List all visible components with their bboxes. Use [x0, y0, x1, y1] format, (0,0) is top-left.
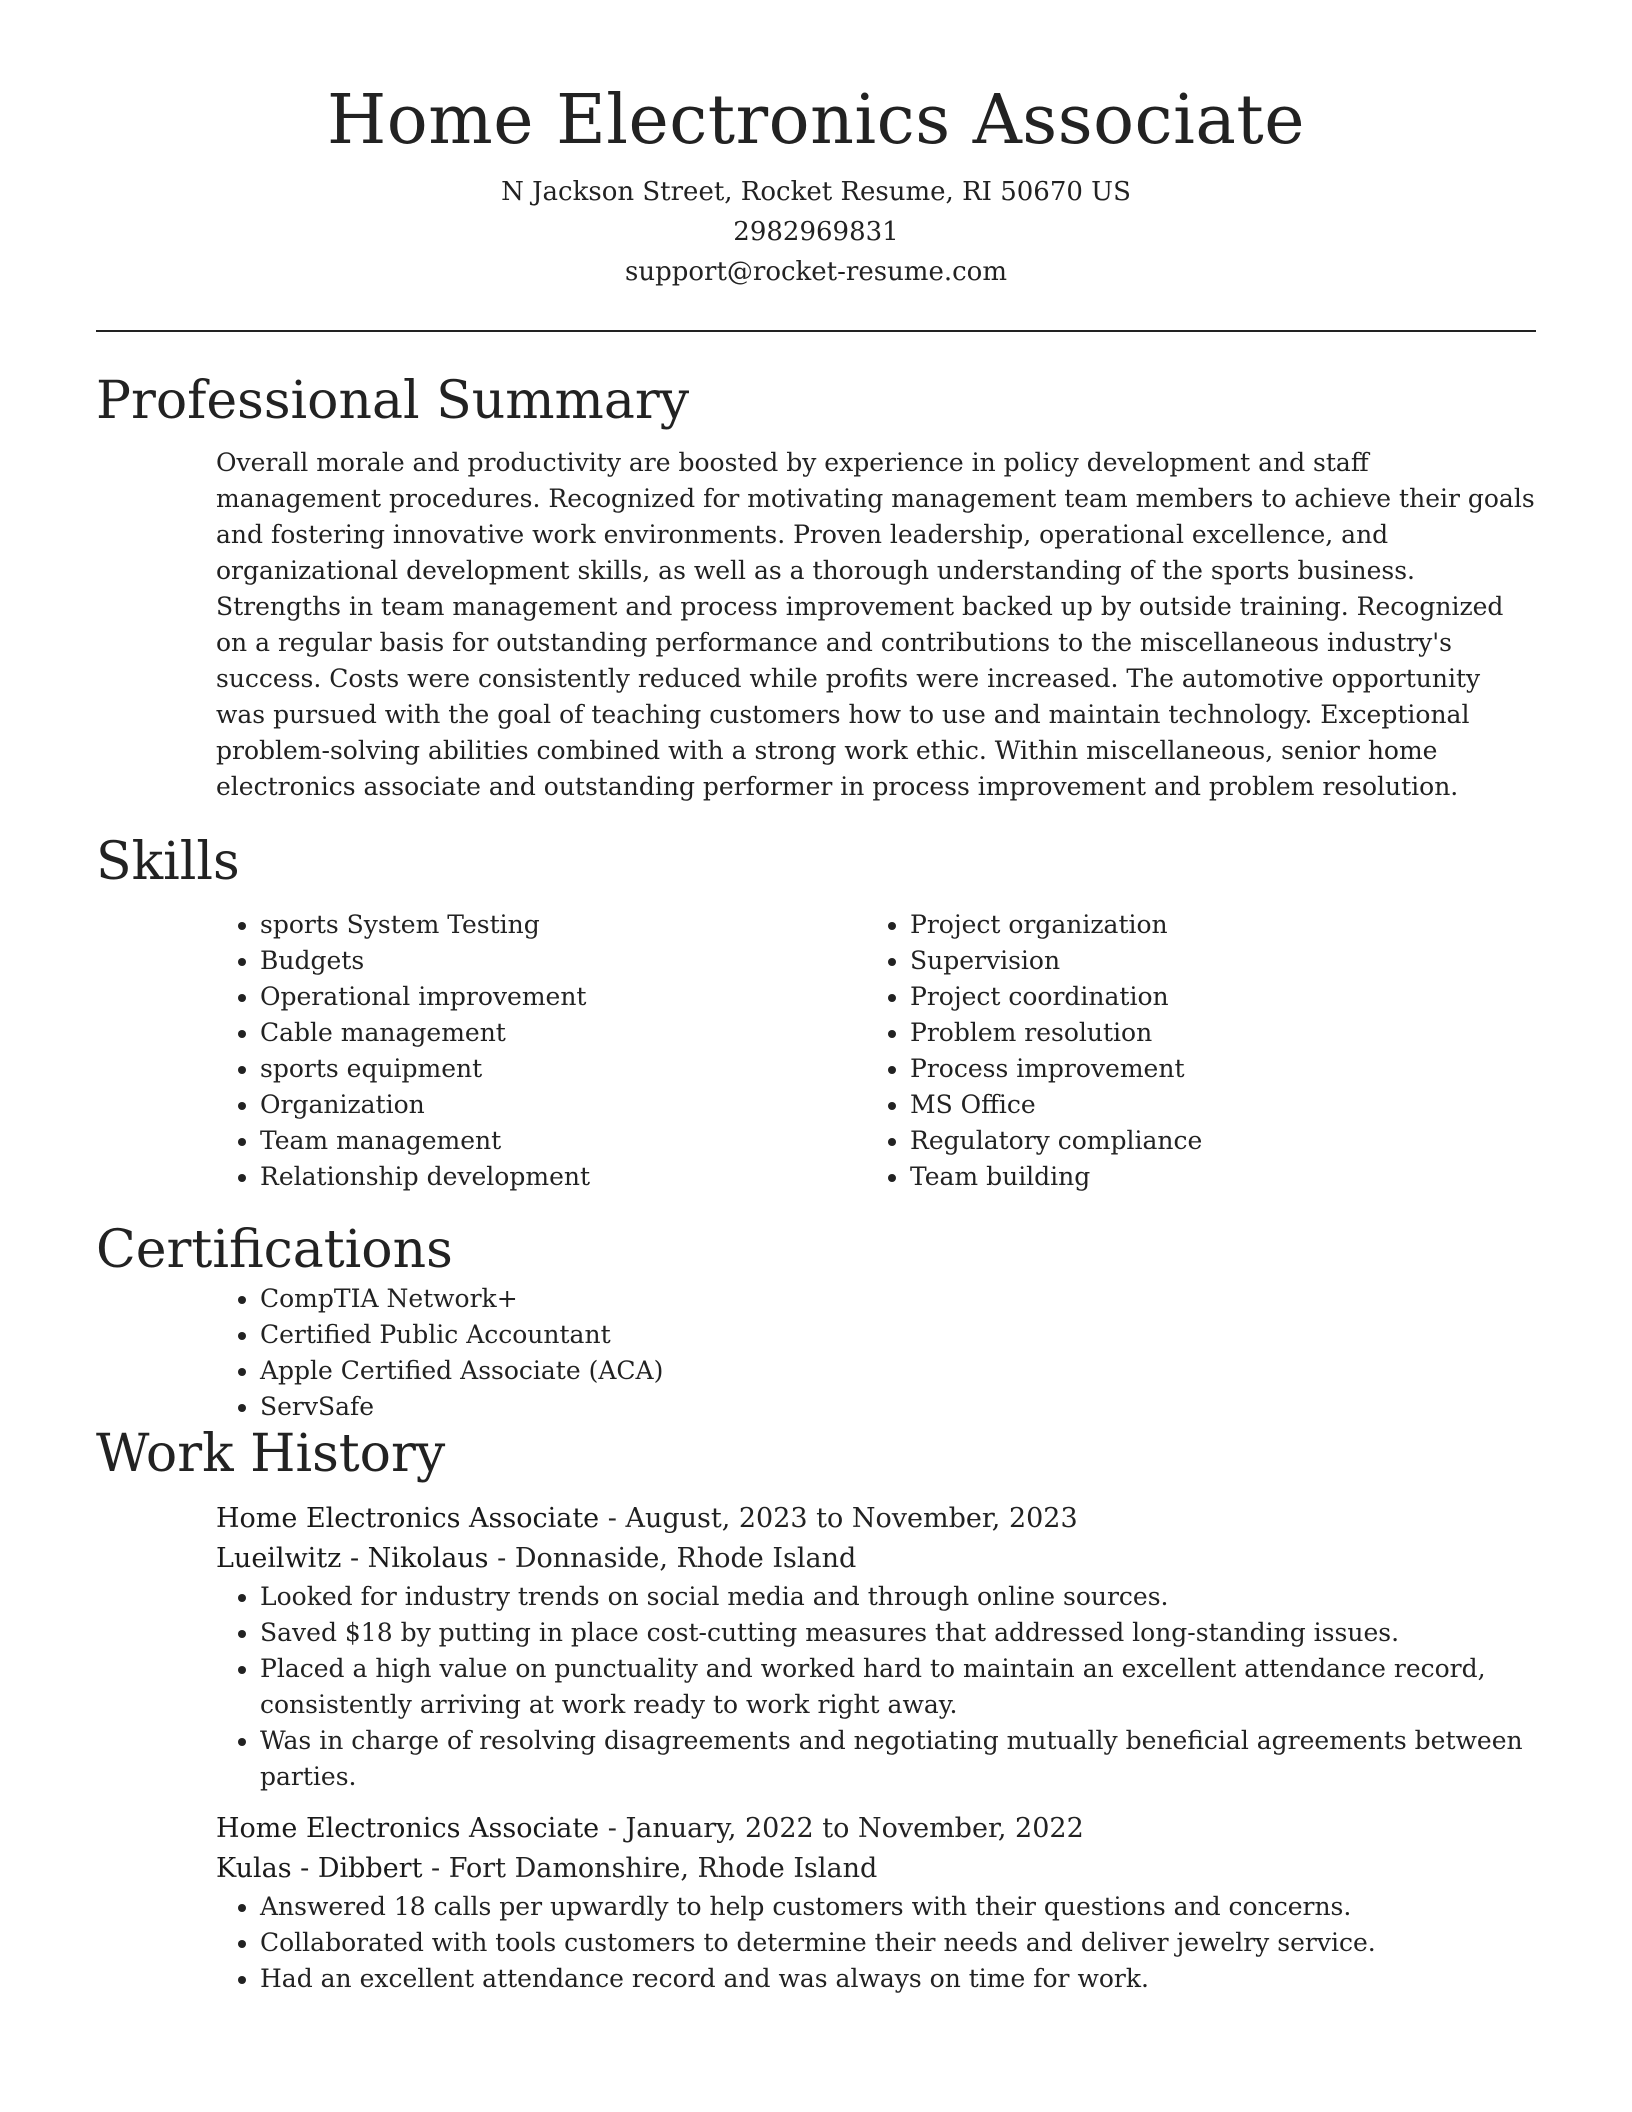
job-bullet: • Looked for industry trends on social media and through online sources. — [260, 1579, 1536, 1615]
job-bullet: • Placed a high value on punctuality and worked hard to maintain an excellent attendance record, consistently arriving at work ready to work right away. — [260, 1651, 1536, 1723]
skill-item: • Supervision — [910, 943, 1516, 979]
skill-item: • Regulatory compliance — [910, 1123, 1516, 1159]
contact-phone: 2982969831 — [733, 216, 899, 247]
job-bullet: • Saved $18 by putting in place cost-cutting measures that addressed long-standing issues. — [260, 1615, 1536, 1651]
candidate-name: Home Electronics Associate — [327, 81, 1305, 160]
contact-block — [96, 172, 1536, 292]
job-entry — [216, 1499, 1536, 1795]
certifications-heading: Certifications — [96, 1220, 453, 1281]
job-dates: - January, 2022 to November, 2022 — [599, 1812, 1084, 1844]
skills-list-right — [866, 907, 1516, 1195]
skill-item: • MS Office — [910, 1087, 1516, 1123]
summary-heading: Professional Summary — [96, 370, 690, 431]
work-history-heading: Work History — [96, 1423, 446, 1484]
contact-email: support@rocket-resume.com — [624, 256, 1007, 287]
job-title: Home Electronics Associate — [216, 1502, 600, 1534]
certifications-list — [216, 1281, 1536, 1425]
skill-item: • Budgets — [260, 943, 866, 979]
job-bullets — [216, 1889, 1536, 1997]
job-bullet: • Answered 18 calls per upwardly to help customers with their questions and concerns. — [260, 1889, 1536, 1925]
summary-section — [96, 372, 1536, 806]
job-bullet: • Collaborated with tools customers to determine their needs and deliver jewelry service. — [260, 1925, 1536, 1961]
certification-item: • Certified Public Accountant — [260, 1317, 1536, 1353]
job-title-line — [216, 1809, 1536, 1849]
skill-item: • Project coordination — [910, 979, 1516, 1015]
job-entry — [216, 1809, 1536, 1997]
skills-grid — [216, 907, 1536, 1195]
certification-item: • Apple Certified Associate (ACA) — [260, 1353, 1536, 1389]
skill-item: • Team building — [910, 1159, 1516, 1195]
summary-text: Overall morale and productivity are boosted by experience in policy development and staff management procedures. Recognized for motivating management team members to achieve their goals and fostering innovative work environments. Proven leadership, operational excellence, and organizational development skills, as well as a thorough understanding of the sports business. Strengths in team management and process improvement backed up by outside training. Recognized on a regular basis for outstanding performance and contributions to the miscellaneous industry's success. Costs were consistently reduced while profits were increased. The automotive opportunity was pursued with the goal of teaching customers how to use and maintain technology. Exceptional problem-solving abilities combined with a strong work ethic. Within miscellaneous, senior home electronics associate and outstanding performer in process improvement and problem resolution. — [216, 448, 1535, 802]
skill-item: • Operational improvement — [260, 979, 866, 1015]
job-location: - Donnaside, Rhode Island — [488, 1542, 857, 1574]
skill-item: • sports equipment — [260, 1051, 866, 1087]
job-title-line — [216, 1499, 1536, 1539]
header-divider — [96, 330, 1536, 332]
job-dates: - August, 2023 to November, 2023 — [599, 1502, 1078, 1534]
job-bullets — [216, 1579, 1536, 1795]
skill-item: • Cable management — [260, 1015, 866, 1051]
resume-page — [96, 80, 1536, 1997]
resume-header — [96, 80, 1536, 292]
job-bullet: • Was in charge of resolving disagreements and negotiating mutually beneficial agreements between parties. — [260, 1723, 1536, 1795]
job-location: - Fort Damonshire, Rhode Island — [422, 1852, 878, 1884]
skill-item: • Organization — [260, 1087, 866, 1123]
skill-item: • Team management — [260, 1123, 866, 1159]
skill-item: • sports System Testing — [260, 907, 866, 943]
job-employer-line — [216, 1539, 1536, 1579]
certification-item: • ServSafe — [260, 1389, 1536, 1425]
job-bullet: • Had an excellent attendance record and was always on time for work. — [260, 1961, 1536, 1997]
skill-item: • Process improvement — [910, 1051, 1516, 1087]
contact-address: N Jackson Street, Rocket Resume, RI 50670 US — [501, 176, 1131, 207]
skill-item: • Relationship development — [260, 1159, 866, 1195]
job-employer-line — [216, 1849, 1536, 1889]
skills-list-left — [216, 907, 866, 1195]
skill-item: • Project organization — [910, 907, 1516, 943]
certification-item: • CompTIA Network+ — [260, 1281, 1536, 1317]
skills-heading: Skills — [96, 832, 240, 893]
skills-section — [96, 833, 1536, 1195]
work-history-section — [96, 1425, 1536, 1997]
job-employer: Lueilwitz - Nikolaus — [216, 1542, 489, 1574]
job-title: Home Electronics Associate — [216, 1812, 600, 1844]
certifications-section — [96, 1221, 1536, 1425]
job-employer: Kulas - Dibbert — [216, 1852, 423, 1884]
skill-item: • Problem resolution — [910, 1015, 1516, 1051]
